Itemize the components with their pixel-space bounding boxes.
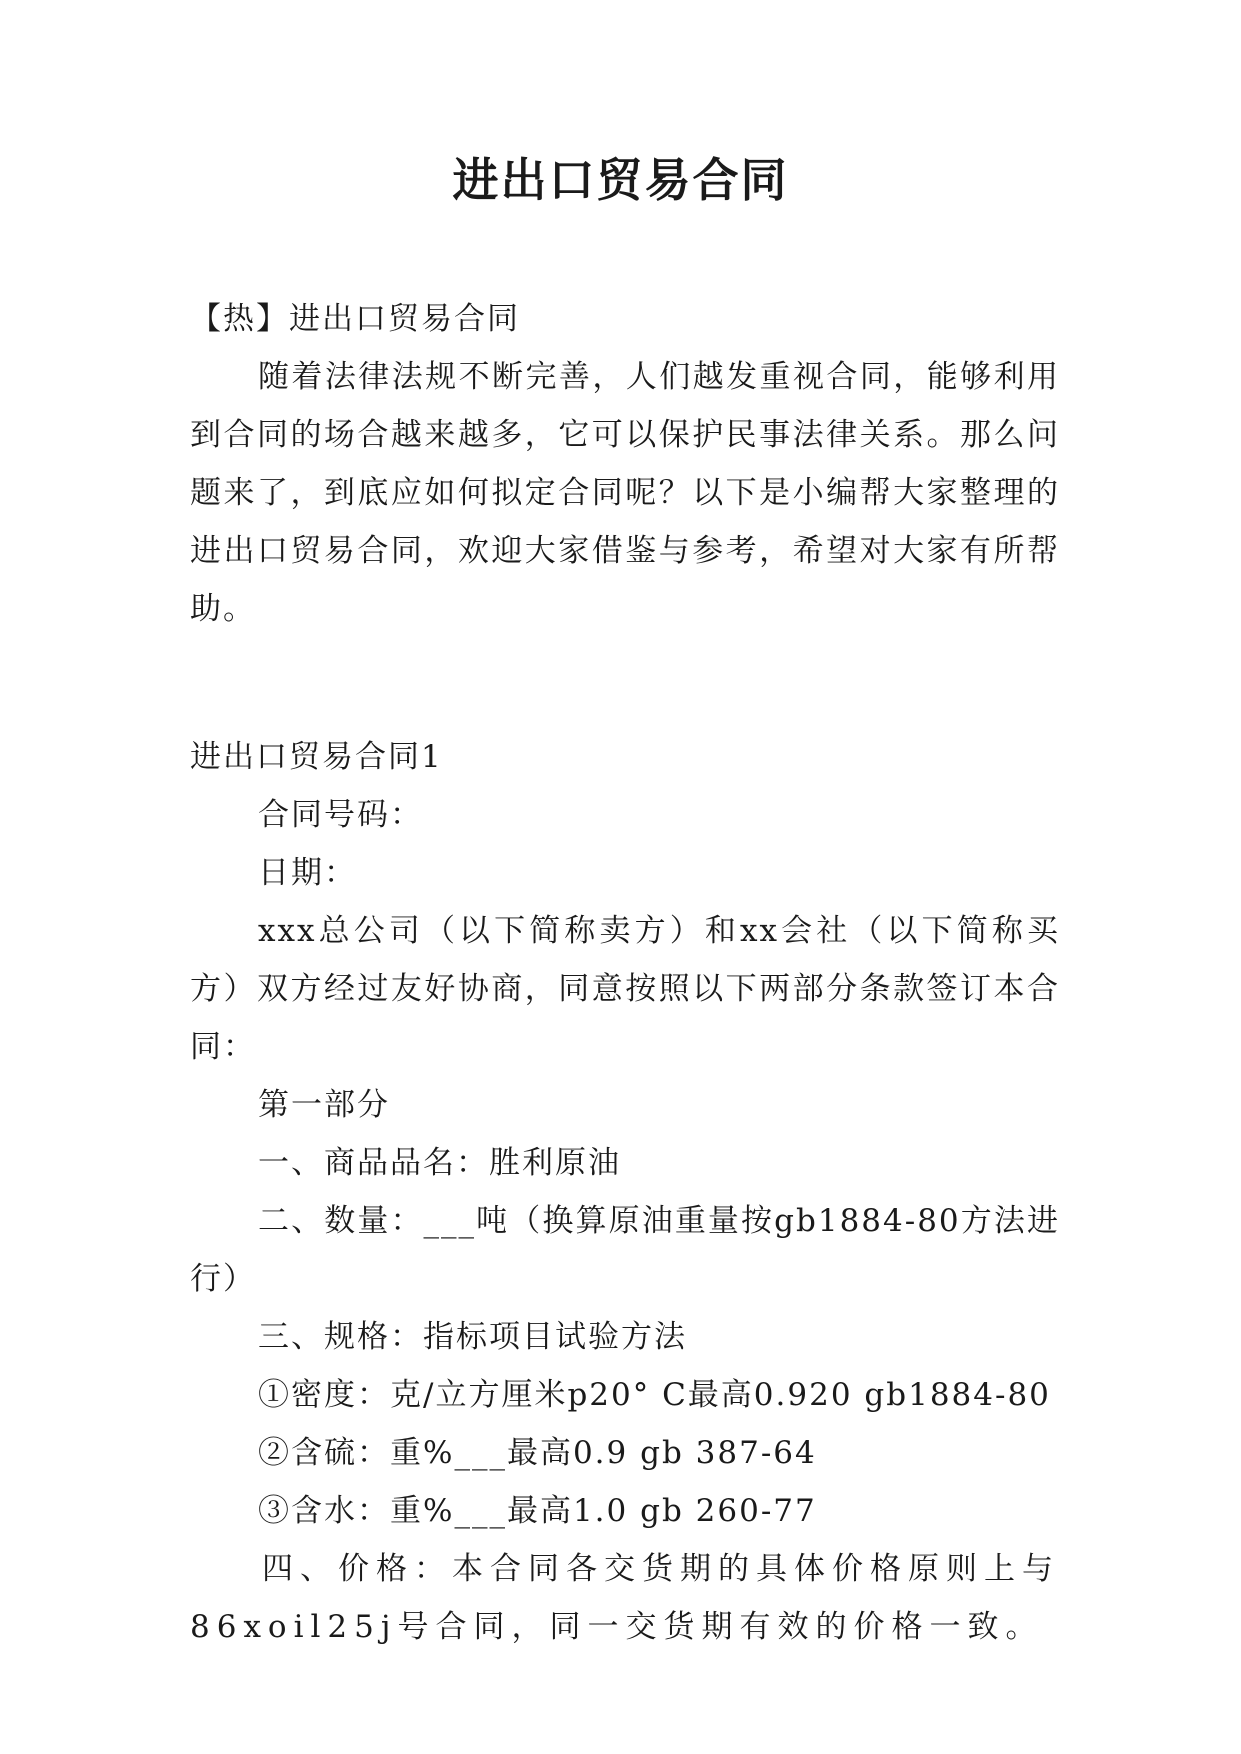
date-line: 日期：	[258, 855, 357, 891]
document-title: 进出口贸易合同	[452, 153, 789, 207]
section-title: 进出口贸易合同1	[190, 739, 443, 775]
part-one-heading: 第一部分	[258, 1087, 390, 1123]
section-gap	[190, 638, 1060, 728]
item-product-name: 一、商品品名：胜利原油	[258, 1145, 621, 1181]
item-quantity: 二、数量：___吨（换算原油重量按gb1884-80方法进行）	[190, 1203, 1060, 1297]
document-heading: 【热】进出口贸易合同	[190, 301, 520, 337]
document-body	[190, 290, 1060, 1656]
item-specification: 三、规格：指标项目试验方法	[258, 1319, 687, 1355]
intro-paragraph: 随着法律法规不断完善，人们越发重视合同，能够利用到合同的场合越来越多，它可以保护民事法律关系。那么问题来了，到底应如何拟定合同呢？以下是小编帮大家整理的进出口贸易合同，欢迎大家借鉴与参考，希望对大家有所帮助。	[190, 359, 1060, 627]
parties-paragraph: xxx总公司（以下简称卖方）和xx会社（以下简称买方）双方经过友好协商，同意按照以下两部分条款签订本合同：	[190, 913, 1060, 1065]
spec-sulfur: ②含硫：重%___最高0.9 gb 387-64	[258, 1435, 817, 1471]
spec-water: ③含水：重%___最高1.0 gb 260-77	[258, 1493, 817, 1529]
item-price: 四、价格：本合同各交货期的具体价格原则上与86xoil25j号合同，同一交货期有效的价格一致。	[190, 1551, 1060, 1645]
spec-density: ①密度：克/立方厘米p20° C最高0.920 gb1884-80	[258, 1377, 1051, 1413]
contract-number-line: 合同号码：	[258, 797, 423, 833]
